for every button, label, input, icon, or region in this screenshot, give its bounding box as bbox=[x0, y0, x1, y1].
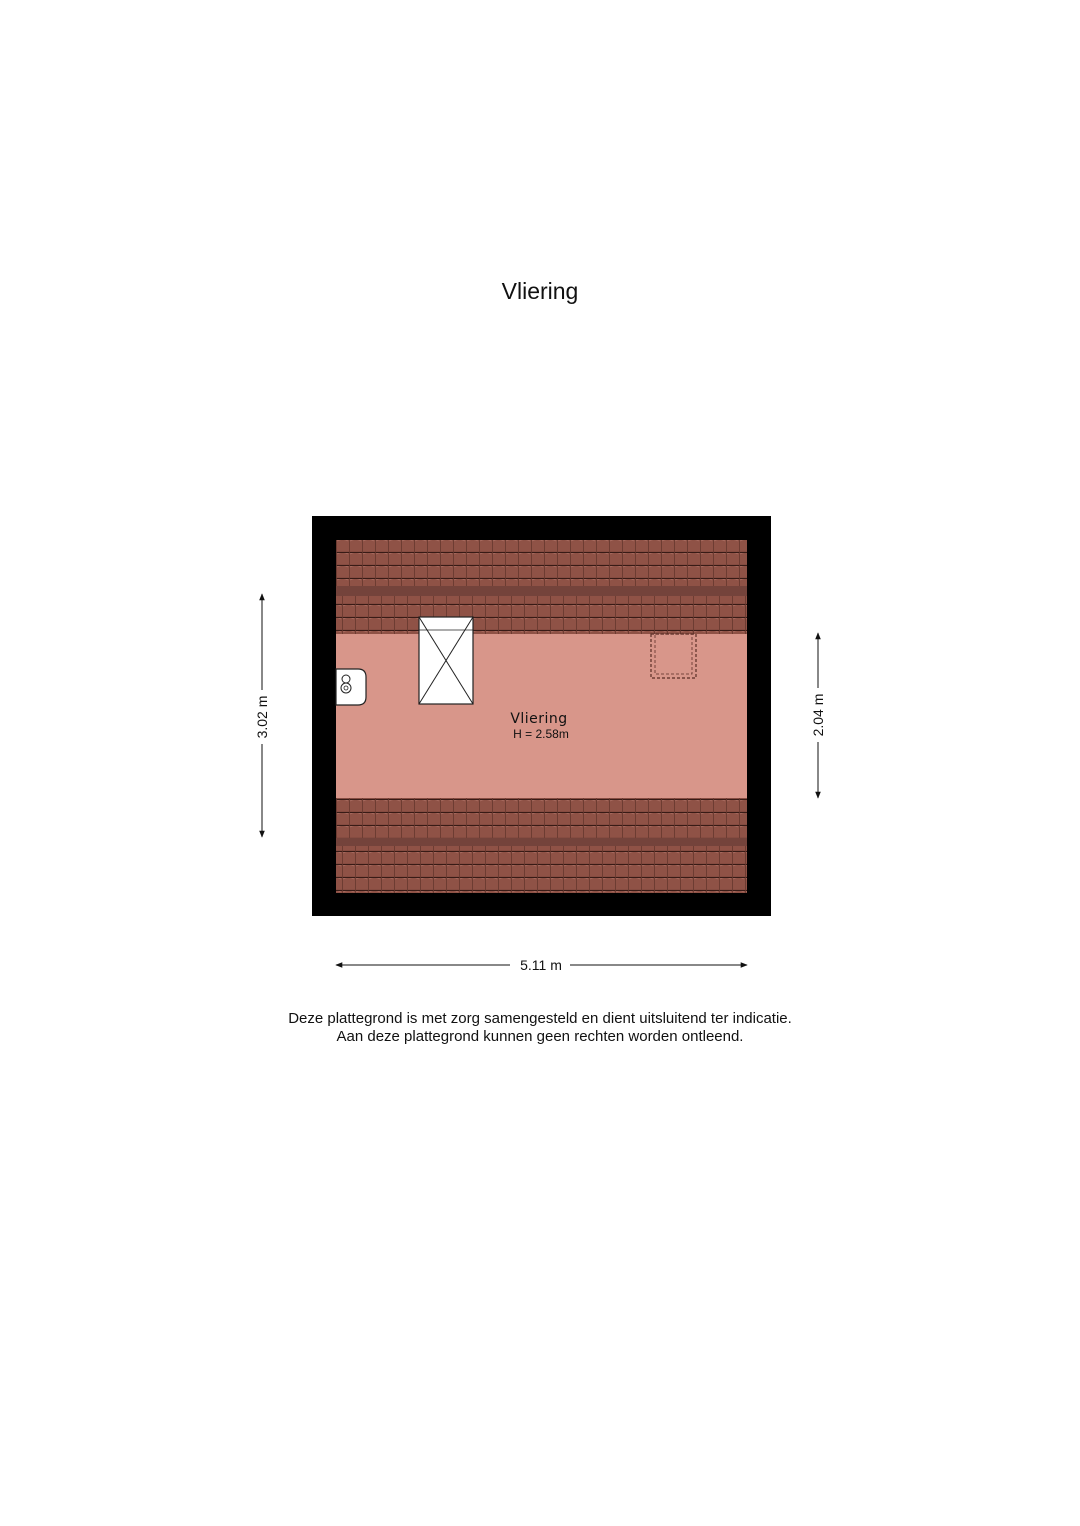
roof-slope-top bbox=[336, 540, 747, 634]
disclaimer-line-1: Deze plattegrond is met zorg samengesteld en dient uitsluitend ter indicatie. bbox=[288, 1010, 792, 1027]
room-height-label: H = 2.58m bbox=[513, 727, 569, 741]
dimension-left bbox=[254, 594, 270, 837]
page-title: Vliering bbox=[501, 278, 579, 304]
roof-slope-bottom bbox=[336, 798, 747, 893]
dimension-bottom bbox=[336, 957, 747, 973]
boiler-icon bbox=[336, 669, 366, 705]
room-name-label: Vliering bbox=[510, 711, 568, 727]
dimension-right bbox=[810, 633, 826, 798]
dimension-right-label: 2.04 m bbox=[810, 693, 826, 737]
dimension-left-label: 3.02 m bbox=[254, 695, 270, 739]
disclaimer-line-2: Aan deze plattegrond kunnen geen rechten worden ontleend. bbox=[336, 1028, 744, 1045]
attic-hatch-icon bbox=[419, 617, 473, 704]
dimension-bottom-label: 5.11 m bbox=[520, 957, 562, 973]
